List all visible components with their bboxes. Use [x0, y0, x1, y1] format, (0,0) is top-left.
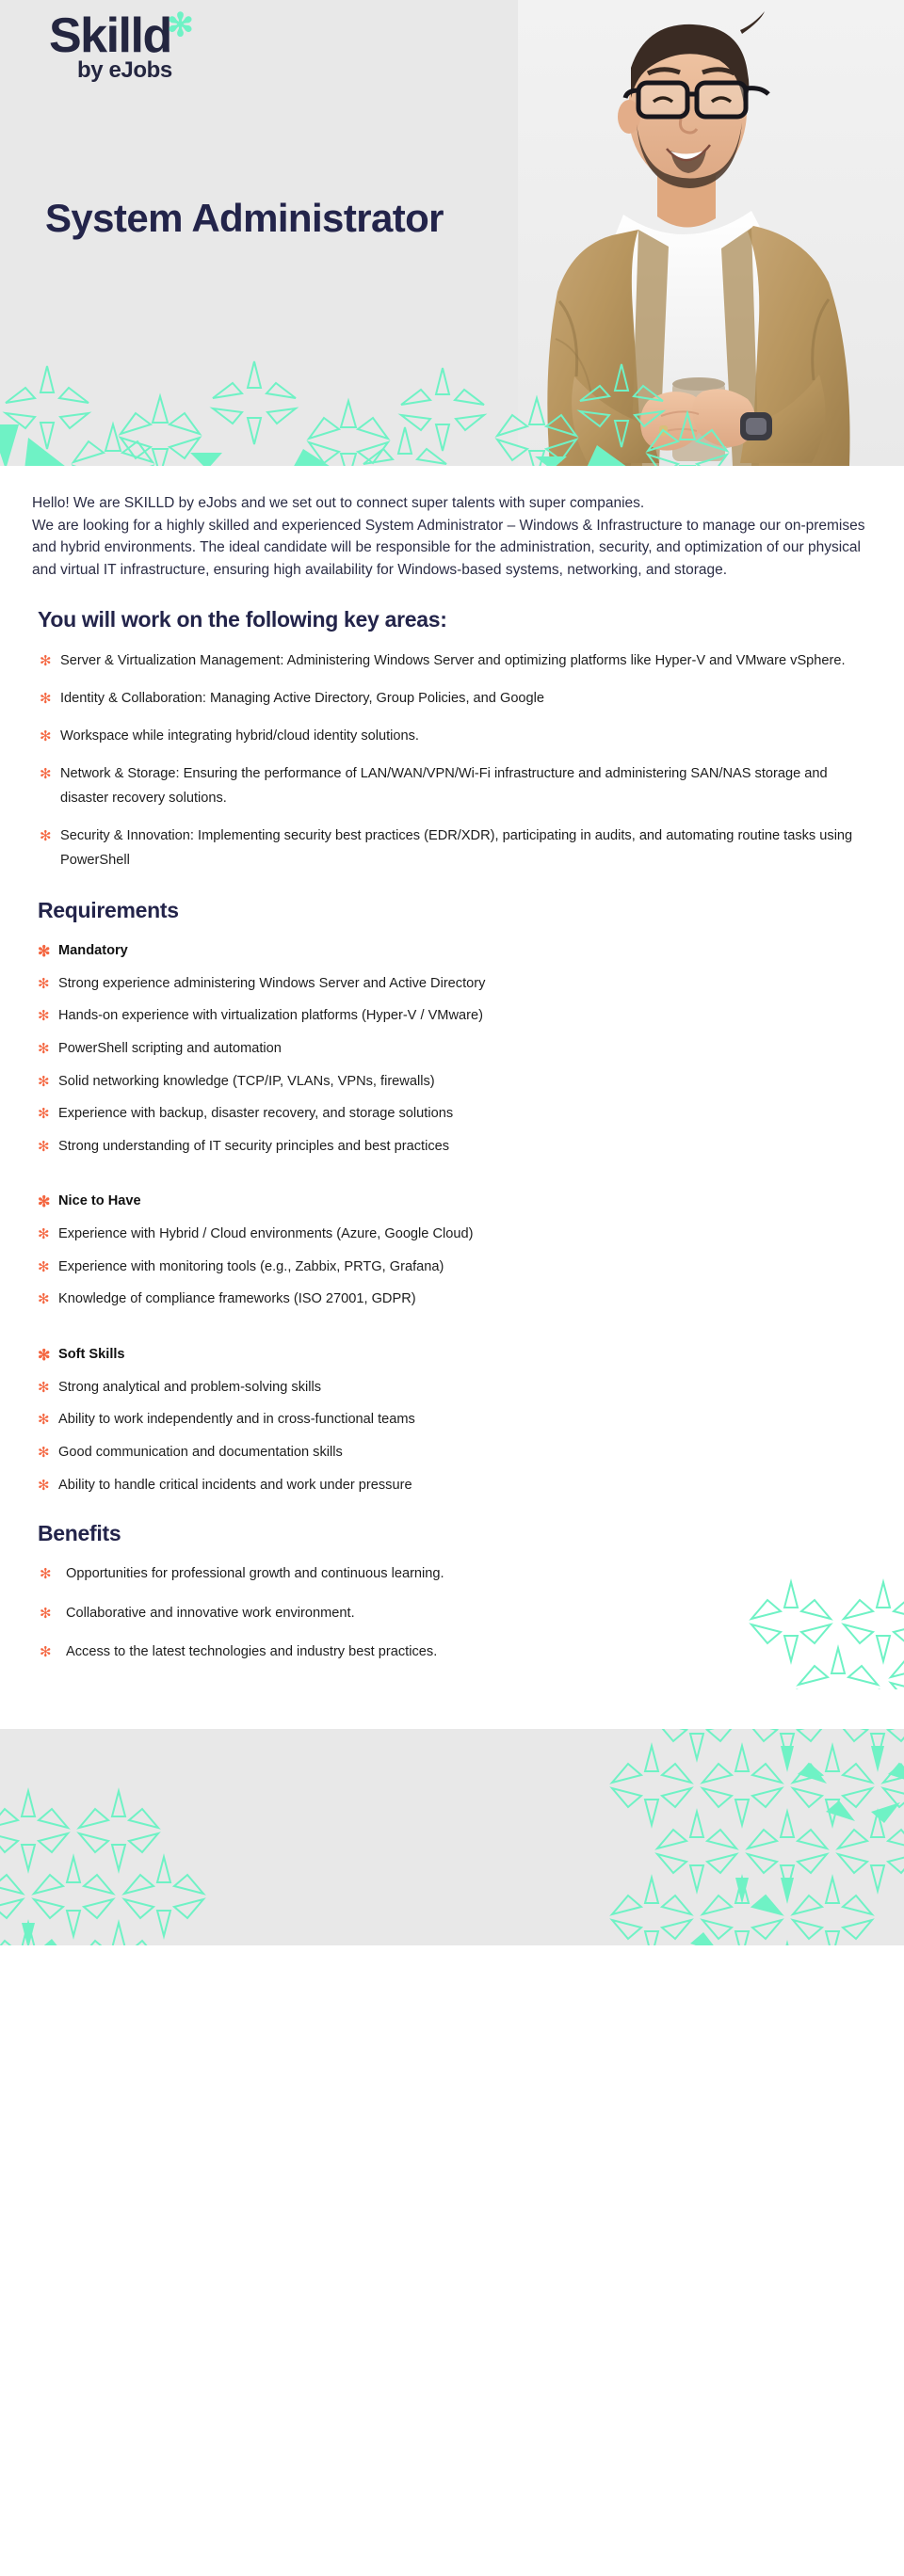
asterisk-bullet-icon: ✻ [38, 975, 50, 992]
benefits-heading: Benefits [38, 1521, 121, 1546]
asterisk-bullet-icon: ✻ [38, 1106, 50, 1123]
list-item [32, 1071, 872, 1094]
page-title: System Administrator [45, 196, 444, 240]
list-item [32, 1256, 872, 1279]
spacer [32, 1168, 872, 1191]
list-item [32, 1409, 872, 1432]
subsection-label: Mandatory [58, 942, 128, 958]
list-item [32, 1377, 872, 1400]
requirements-heading: Requirements [38, 897, 179, 922]
list-item-text: Server & Virtualization Management: Administering Windows Server and optimizing platforms like Hyper-V and VMware vSphere. [60, 653, 846, 669]
asterisk-bullet-icon: ✻ [40, 1643, 52, 1660]
list-item-text: Good communication and documentation skills [58, 1444, 343, 1460]
asterisk-bullet-icon: ✻ [40, 728, 52, 745]
list-item-text: Identity & Collaboration: Managing Active Directory, Group Policies, and Google [60, 691, 545, 707]
list-item [32, 725, 872, 749]
asterisk-bullet-icon: ✻ [40, 1605, 52, 1622]
mandatory-list [32, 940, 872, 1158]
list-item-text: Experience with monitoring tools (e.g., Zabbix, PRTG, Grafana) [58, 1258, 444, 1274]
subsection-label: Soft Skills [58, 1347, 125, 1363]
brand-logo[interactable] [49, 8, 194, 84]
list-item-text: Strong analytical and problem-solving skills [58, 1379, 322, 1395]
list-item [32, 1136, 872, 1159]
triangle-pattern-above-footer [678, 1567, 904, 1689]
asterisk-bullet-icon: ✻ [40, 828, 52, 845]
logo-wordmark: Skilld [49, 8, 171, 63]
list-item [32, 824, 872, 873]
asterisk-bullet-icon: ✻ [40, 1566, 52, 1583]
triangle-pattern-footer-left [0, 1785, 273, 1945]
soft-skills-label-item [32, 1344, 872, 1367]
list-item-text: Hands-on experience with virtualization platforms (Hyper-V / VMware) [58, 1008, 483, 1024]
list-item [32, 649, 872, 674]
intro-paragraph-1: Hello! We are SKILLD by eJobs and we set out to connect super talents with super companies. [32, 495, 645, 511]
list-item-text: Opportunities for professional growth and continuous learning. [66, 1566, 444, 1582]
list-item-text: Collaborative and innovative work environment. [66, 1605, 355, 1621]
asterisk-bullet-icon: ✻ [38, 1008, 50, 1025]
list-item [32, 1103, 872, 1126]
asterisk-bullet-icon: ✻ [38, 1412, 50, 1429]
list-item [32, 1038, 872, 1061]
asterisk-bullet-icon: ✻ [38, 1138, 50, 1155]
intro-paragraph-2: We are looking for a highly skilled and experienced System Administrator – Windows & Infrastructure to manage our on-premises and hybrid environments. The ideal candidate will be responsible for the administration, security, and optimization of our physical and virtual IT infrastructure, ensuring high availability for Windows-based systems, networking, and storage. [32, 517, 865, 578]
asterisk-bullet-icon: ✻ [38, 943, 51, 960]
list-item [32, 1442, 872, 1464]
asterisk-bullet-icon: ✻ [38, 1444, 50, 1461]
asterisk-bullet-icon: ✻ [38, 1348, 51, 1365]
soft-skills-list [32, 1344, 872, 1496]
list-item-text: Workspace while integrating hybrid/cloud identity solutions. [60, 728, 419, 744]
list-item [32, 1475, 872, 1497]
header-banner [0, 0, 904, 466]
asterisk-bullet-icon: ✻ [38, 1226, 50, 1243]
list-item-text: Experience with Hybrid / Cloud environments (Azure, Google Cloud) [58, 1226, 474, 1242]
asterisk-bullet-icon: ✻ [38, 1291, 50, 1308]
list-item-text: PowerShell scripting and automation [58, 1040, 282, 1056]
key-areas-list [32, 649, 872, 873]
subsection-label: Nice to Have [58, 1193, 141, 1209]
list-item [32, 973, 872, 996]
mandatory-label-item [32, 940, 872, 963]
list-item-text: Solid networking knowledge (TCP/IP, VLANs, VPNs, firewalls) [58, 1073, 435, 1089]
nice-to-have-label-item [32, 1191, 872, 1213]
list-item-text: Network & Storage: Ensuring the performance of LAN/WAN/VPN/Wi-Fi infrastructure and administering SAN/NAS storage and disaster recovery solutions. [60, 766, 828, 807]
spacer [32, 1321, 872, 1344]
asterisk-bullet-icon: ✻ [40, 653, 52, 670]
asterisk-bullet-icon: ✻ [40, 691, 52, 708]
list-item-text: Strong understanding of IT security principles and best practices [58, 1138, 450, 1154]
list-item-text: Experience with backup, disaster recovery, and storage solutions [58, 1106, 454, 1122]
asterisk-icon: ✻ [167, 8, 194, 43]
triangle-pattern-footer-right [584, 1729, 904, 1945]
list-item-text: Ability to handle critical incidents and work under pressure [58, 1477, 412, 1493]
list-item [32, 687, 872, 712]
list-item-text: Access to the latest technologies and industry best practices. [66, 1643, 438, 1659]
key-areas-heading: You will work on the following key areas: [38, 607, 447, 632]
asterisk-bullet-icon: ✻ [38, 1379, 50, 1396]
hero-photo [518, 0, 904, 466]
asterisk-bullet-icon: ✻ [38, 1477, 50, 1494]
asterisk-bullet-icon: ✻ [40, 766, 52, 783]
nice-to-have-list [32, 1191, 872, 1311]
list-item [32, 1005, 872, 1028]
logo-primary [49, 8, 194, 63]
footer-banner [0, 1729, 904, 1945]
asterisk-bullet-icon: ✻ [38, 1040, 50, 1057]
list-item-text: Ability to work independently and in cross-functional teams [58, 1412, 415, 1428]
list-item-text: Security & Innovation: Implementing security best practices (EDR/XDR), participating in audits, and automating routine tasks using PowerShell [60, 828, 853, 868]
asterisk-bullet-icon: ✻ [38, 1258, 50, 1275]
logo-tagline: by eJobs [77, 57, 172, 84]
list-item [32, 1224, 872, 1246]
asterisk-bullet-icon: ✻ [38, 1073, 50, 1090]
list-item [32, 762, 872, 811]
list-item [32, 1288, 872, 1311]
asterisk-bullet-icon: ✻ [38, 1194, 51, 1211]
job-description-content [0, 466, 904, 1689]
list-item-text: Strong experience administering Windows Server and Active Directory [58, 975, 486, 991]
intro-block [32, 492, 872, 581]
list-item-text: Knowledge of compliance frameworks (ISO 27001, GDPR) [58, 1291, 416, 1307]
